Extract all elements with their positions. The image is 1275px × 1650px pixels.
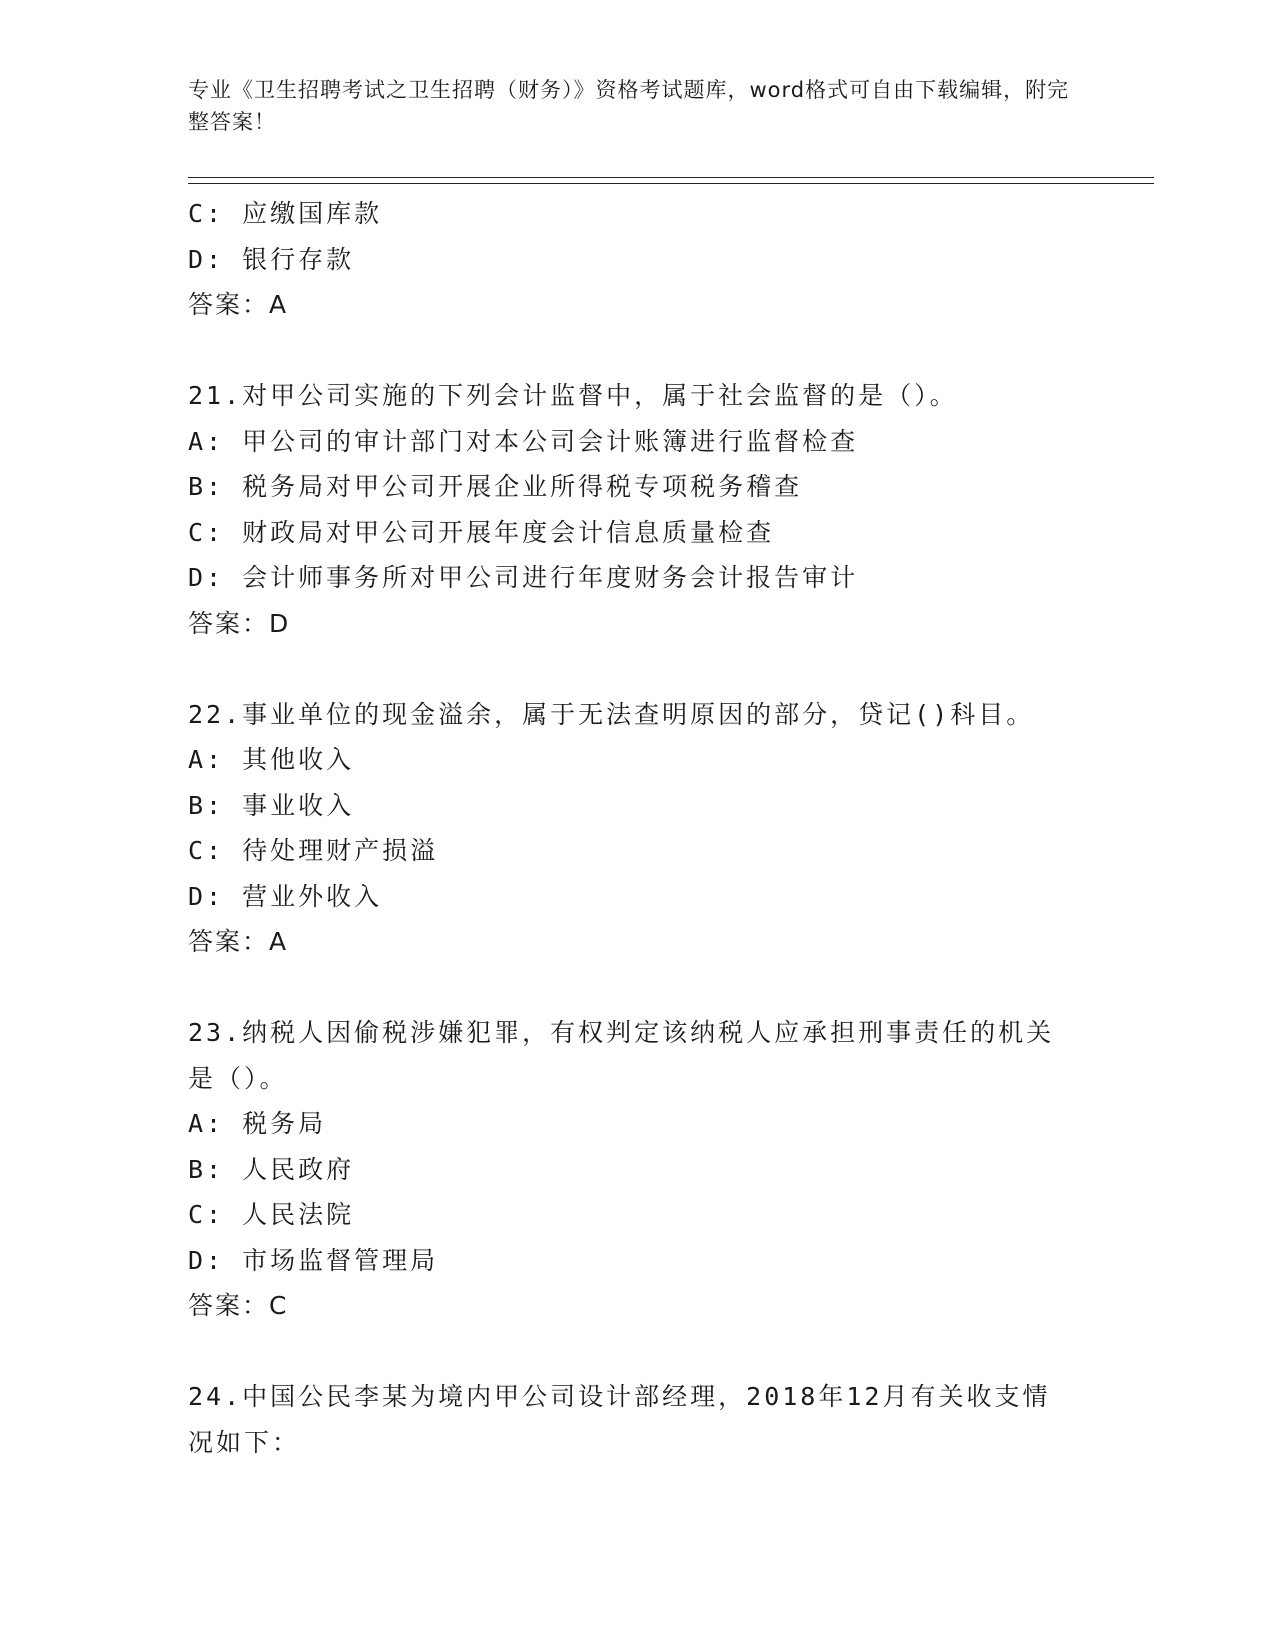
document-header: 专业《卫生招聘考试之卫生招聘（财务）》资格考试题库，word格式可自由下载编辑，附完整答案！ [188, 78, 1070, 134]
spacer [188, 965, 1088, 1011]
question-stem-22: 22.事业单位的现金溢余，属于无法查明原因的部分，贷记()科目。 [188, 699, 1035, 729]
question-stem-21: 21.对甲公司实施的下列会计监督中，属于社会监督的是（）。 [188, 381, 958, 410]
option-c: C: 人民法院 [188, 1200, 355, 1229]
answer-line: 答案：A [188, 927, 289, 956]
option-d: D: 会计师事务所对甲公司进行年度财务会计报告审计 [188, 563, 859, 592]
header-divider-top [188, 177, 1154, 178]
option-c: C: 财政局对甲公司开展年度会计信息质量检查 [188, 517, 775, 547]
option-c: C: 待处理财产损溢 [188, 836, 439, 865]
option-a: A: 税务局 [188, 1109, 327, 1138]
answer-line: 答案：D [188, 608, 291, 638]
option-b: B: 人民政府 [188, 1154, 355, 1184]
question-stem-24: 24.中国公民李某为境内甲公司设计部经理，2018年12月有关收支情况如下： [188, 1382, 1051, 1457]
spacer [188, 1329, 1088, 1375]
option-c: C: 应缴国库款 [188, 199, 383, 228]
option-b: B: 税务局对甲公司开展企业所得税专项税务稽查 [188, 472, 803, 501]
spacer [188, 646, 1088, 692]
option-a: A: 其他收入 [188, 745, 355, 774]
header-divider-bottom [188, 183, 1154, 184]
option-d: D: 银行存款 [188, 244, 355, 274]
question-stem-23: 23.纳税人因偷税涉嫌犯罪，有权判定该纳税人应承担刑事责任的机关是（）。 [188, 1018, 1055, 1093]
option-d: D: 市场监督管理局 [188, 1245, 439, 1275]
answer-line: 答案：C [188, 1291, 289, 1320]
option-d: D: 营业外收入 [188, 881, 383, 911]
option-b: B: 事业收入 [188, 790, 355, 820]
spacer [188, 328, 1088, 374]
question-content [188, 191, 1088, 1465]
answer-line: 答案：A [188, 290, 289, 319]
option-a: A: 甲公司的审计部门对本公司会计账簿进行监督检查 [188, 426, 859, 456]
